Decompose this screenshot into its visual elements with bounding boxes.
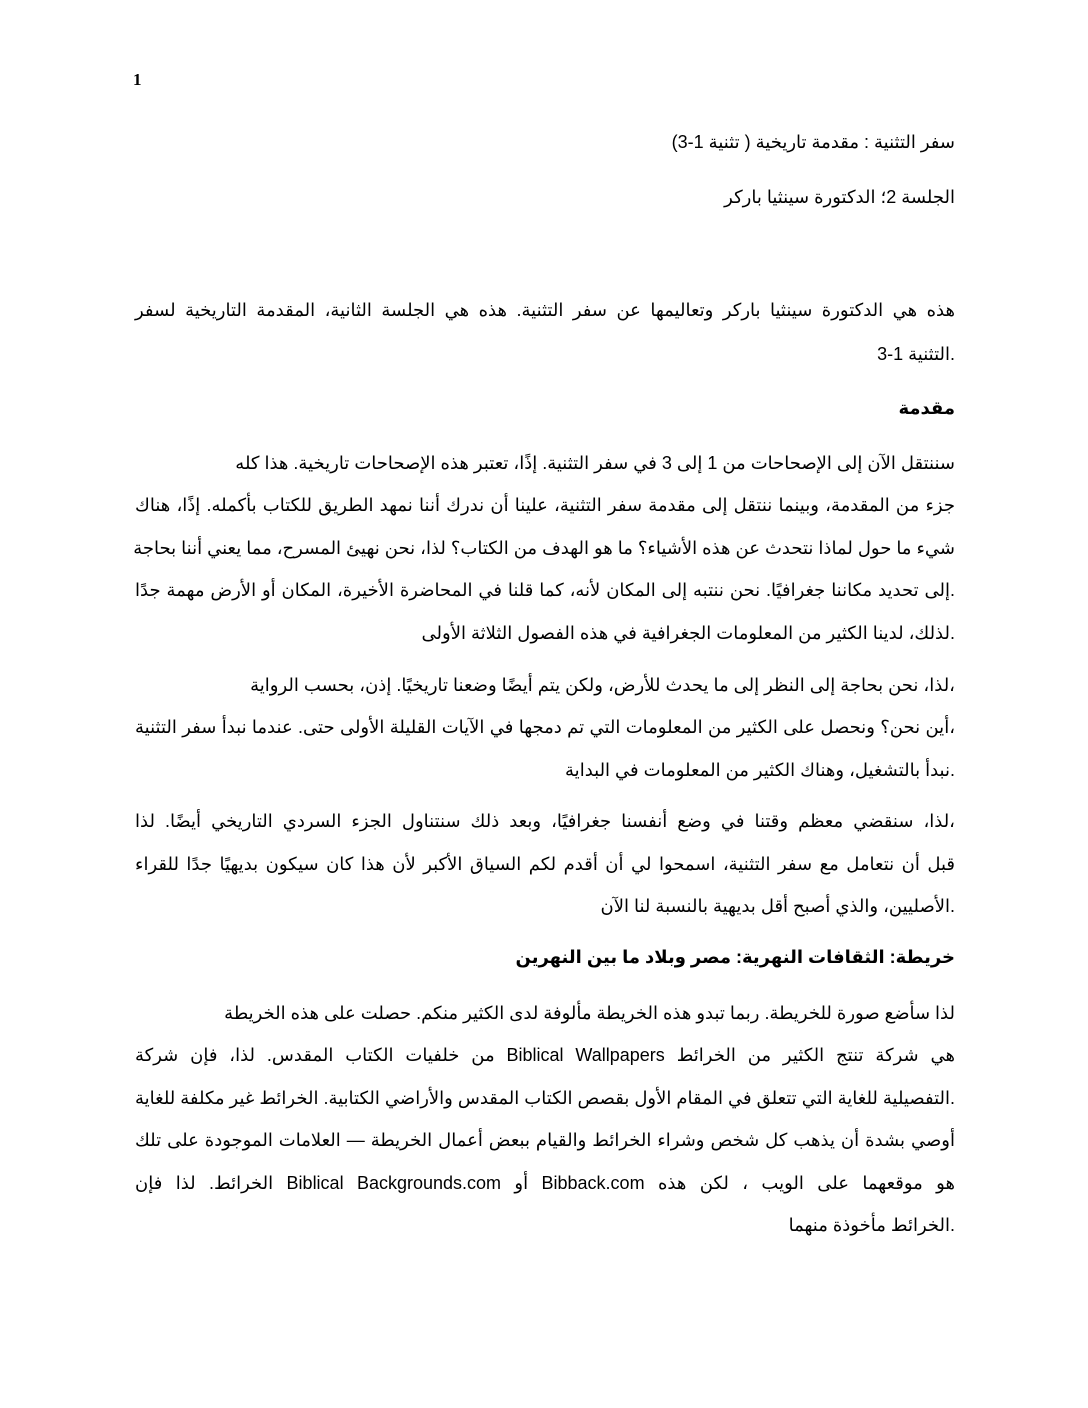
- page-number: 1: [133, 70, 142, 89]
- document-title: سفر التثنية : مقدمة تاريخية ( تثنية 1-3): [671, 132, 955, 152]
- paragraph-line: .إلى تحديد مكاننا جغرافيًا. نحن ننتبه إلى المكان لأنه، كما قلنا في المحاضرة الأخيرة، المكان أو الأرض مهمة جدًا: [135, 580, 955, 600]
- paragraph-line: .الخرائط مأخوذة منهما: [788, 1215, 955, 1235]
- paragraph-line: هي شركة تنتج الكثير من الخرائط Biblical Wallpapers من خلفيات الكتاب المقدس. لذا، فإن شركة: [135, 1045, 955, 1065]
- paragraph-line: قبل أن نتعامل مع سفر التثنية، اسمحوا لي أن أقدم لكم السياق الأكبر لأن هذا كان سيكون بديهيًا جدًا للقراء: [135, 854, 955, 874]
- paragraph-line: ،أين نحن؟ ونحصل على الكثير من المعلومات التي تم دمجها في الآيات القليلة الأولى حتى. عندما نبدأ سفر التثنية: [135, 717, 955, 737]
- paragraph-line: سننتقل الآن إلى الإصحاحات من 1 إلى 3 في سفر التثنية. إذًا، تعتبر هذه الإصحاحات تاريخية. هذا كله: [235, 453, 955, 473]
- paragraph-line: هو موقعهما على الويب ، لكن هذه Bibback.com أو Biblical Backgrounds.com الخرائط. لذا فإن: [135, 1173, 955, 1193]
- section-heading: مقدمة: [898, 398, 955, 418]
- section-heading: خريطة: الثقافات النهرية: مصر وبلاد ما بين النهرين: [515, 947, 955, 967]
- paragraph-line: .نبدأ بالتشغيل، وهناك الكثير من المعلومات في البداية: [565, 760, 955, 780]
- paragraph-line: شيء ما حول لماذا نتحدث عن هذه الأشياء؟ ما هو الهدف من الكتاب؟ لذا، نحن نهيئ المسرح، مما يعني أننا بحاجة: [133, 538, 955, 558]
- paragraph-line: هذه هي الدكتورة سينثيا باركر وتعاليمها عن سفر التثنية. هذه هي الجلسة الثانية، المقدمة التاريخية لسفر: [135, 300, 955, 320]
- paragraph-line: أوصي بشدة أن يذهب كل شخص وشراء الخرائط والقيام ببعض أعمال الخريطة — العلامات الموجودة على تلك: [135, 1130, 955, 1150]
- paragraph-line: .الأصليين، والذي أصبح أقل بديهية بالنسبة لنا الآن: [600, 896, 955, 916]
- paragraph-line: لذا سأضع صورة للخريطة. ربما تبدو هذه الخريطة مألوفة لدى الكثير منكم. حصلت على هذه الخريطة: [224, 1003, 955, 1023]
- paragraph-line: ،لذا، سنقضي معظم وقتنا في وضع أنفسنا جغرافيًا، وبعد ذلك سنتناول الجزء السردي التاريخي أيضًا. لذا: [135, 811, 955, 831]
- paragraph-line: .التفصيلية للغاية التي تتعلق في المقام الأول بقصص الكتاب المقدس والأراضي الكتابية. الخرائط غير مكلفة للغاية: [134, 1088, 955, 1108]
- paragraph-line: جزء من المقدمة، وبينما ننتقل إلى مقدمة سفر التثنية، علينا أن ندرك أننا نمهد الطريق للكتاب بأكمله. إذًا، هناك: [135, 495, 955, 515]
- session-subtitle: الجلسة 2؛ الدكتورة سينثيا باركر: [724, 187, 955, 207]
- paragraph-line: .التثنية 1-3: [877, 344, 955, 364]
- paragraph-line: ،لذا، نحن بحاجة إلى النظر إلى ما يحدث للأرض، ولكن يتم أيضًا وضعنا تاريخيًا. إذن، بحسب الرواية: [250, 675, 955, 695]
- paragraph-line: .لذلك، لدينا الكثير من المعلومات الجغرافية في هذه الفصول الثلاثة الأولى: [421, 623, 955, 643]
